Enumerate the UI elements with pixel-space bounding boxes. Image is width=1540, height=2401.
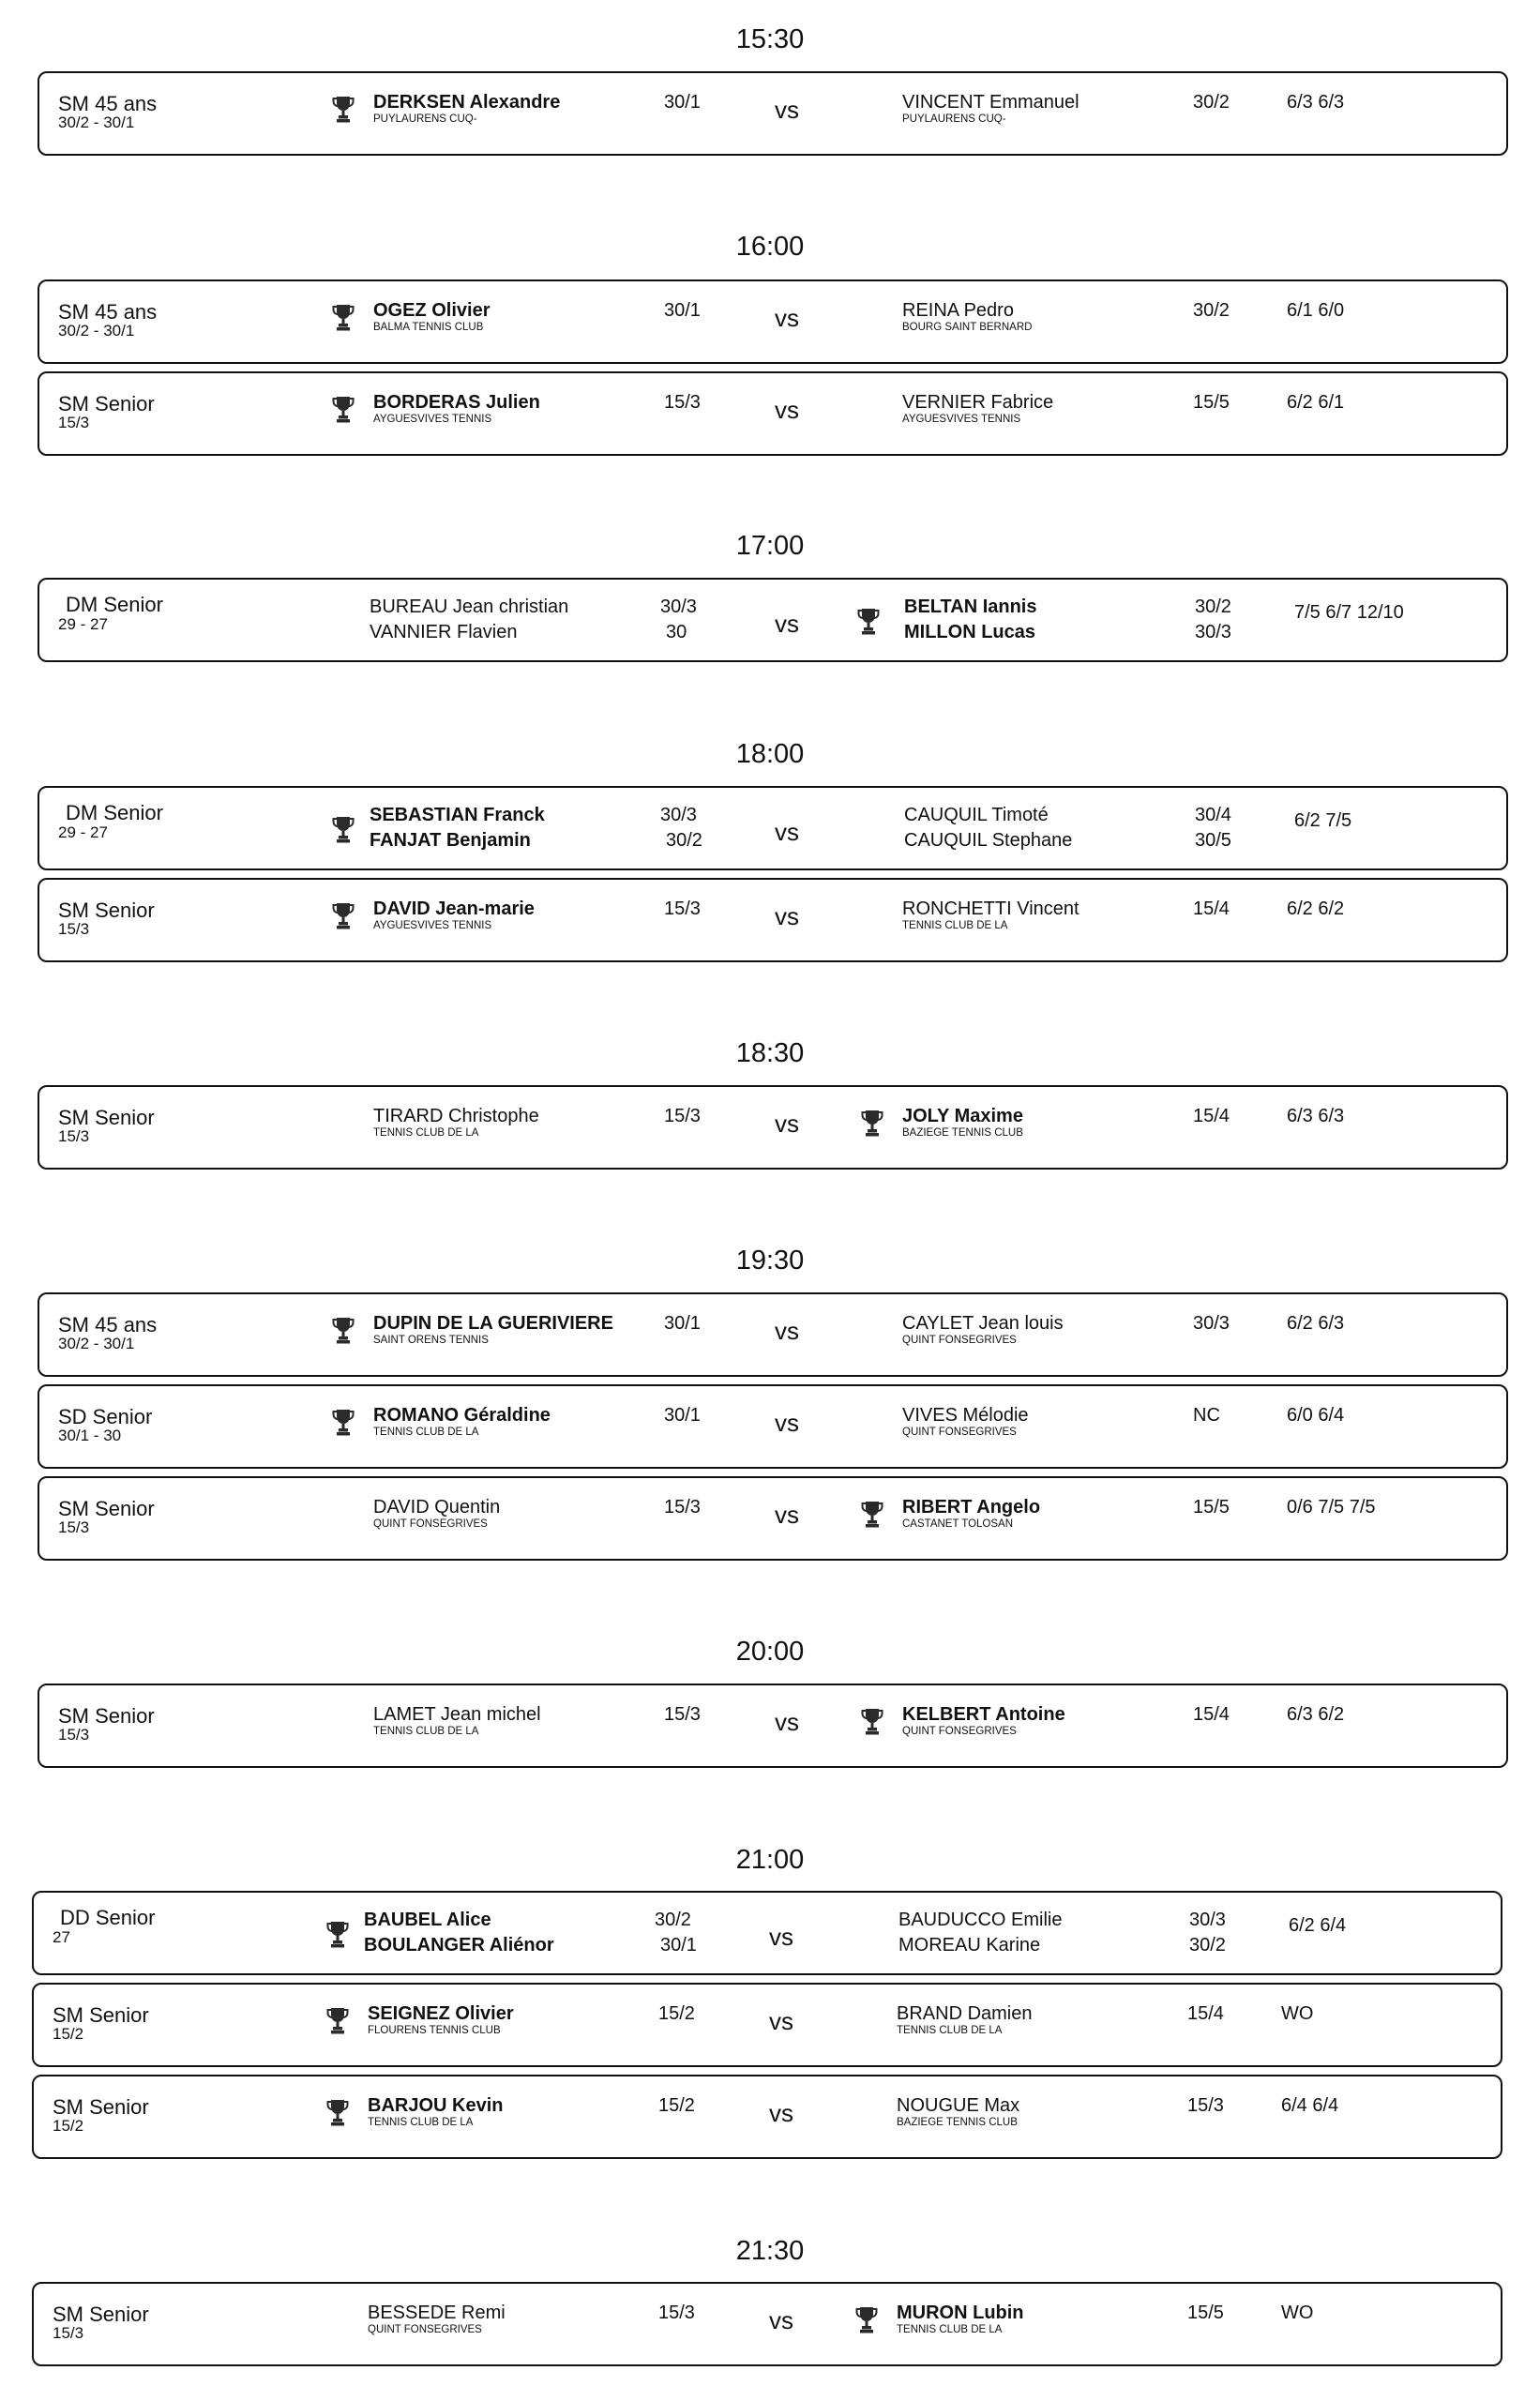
category-ranking: 30/1 - 30 [58,1427,122,1444]
category-ranking: 15/2 [53,2025,84,2043]
time-slot-heading: 17:00 [735,531,805,561]
match-score: 6/2 6/3 [1287,1313,1345,1334]
match-score: 6/2 7/5 [1294,810,1352,831]
player2-club: BOURG SAINT BERNARD [902,322,1033,333]
match-score: WO [1281,2003,1314,2024]
match-score: 6/3 6/3 [1287,1106,1345,1126]
player1-club: TENNIS CLUB DE LA [368,2117,474,2128]
player1-ranking: 30/1 [664,300,701,321]
singles-match-card [32,1983,1502,2067]
match-category: SM Senior [58,1497,155,1520]
player2-ranking: 15/4 [1187,2003,1224,2024]
time-slot-heading: 18:30 [735,1038,805,1068]
player1-club: TENNIS CLUB DE LA [373,1427,479,1438]
versus-label: vs [775,396,799,424]
trophy-icon [855,2304,878,2334]
team2-player-b-ranking: 30/5 [1195,830,1231,851]
trophy-icon [332,394,355,424]
match-category: SM 45 ans [58,300,158,324]
singles-match-card [38,71,1508,156]
team2-player-a: BAUDUCCO Emilie [898,1910,1063,1930]
player2-club: CASTANET TOLOSAN [902,1518,1014,1530]
doubles-match-card [32,1891,1502,1975]
player2-name: CAYLET Jean louis [902,1313,1064,1334]
doubles-match-card [38,786,1508,870]
trophy-icon [861,1108,883,1138]
team1-player-b-ranking: 30 [666,622,687,642]
player1-ranking: 15/3 [664,1704,701,1725]
player1-name: DUPIN DE LA GUERIVIERE [373,1313,613,1334]
match-category: SM 45 ans [58,92,158,115]
player2-club: AYGUESVIVES TENNIS [902,414,1021,425]
team2-player-b: MILLON Lucas [904,622,1036,642]
team2-player-a: CAUQUIL Timoté [904,805,1049,825]
player1-ranking: 15/2 [658,2095,695,2116]
player2-ranking: 15/5 [1187,2303,1224,2323]
match-score: 6/3 6/2 [1287,1704,1345,1725]
time-slot-heading: 18:00 [735,739,805,769]
player2-name: BRAND Damien [897,2003,1033,2024]
player2-name: JOLY Maxime [902,1106,1023,1126]
player1-name: BARJOU Kevin [368,2095,504,2116]
player1-club: PUYLAURENS CUQ- [373,113,477,125]
category-ranking: 15/3 [58,1518,90,1536]
team2-player-a-ranking: 30/4 [1195,805,1231,825]
match-score: 6/2 6/1 [1287,392,1345,413]
singles-match-card [38,1292,1508,1377]
player1-club: QUINT FONSEGRIVES [368,2324,482,2335]
player1-ranking: 30/1 [664,1313,701,1334]
team1-player-a-ranking: 30/3 [660,596,697,617]
player1-name: BESSEDE Remi [368,2303,506,2323]
match-category: SM 45 ans [58,1313,158,1336]
match-score: 6/2 6/4 [1289,1915,1347,1936]
player1-name: LAMET Jean michel [373,1704,541,1725]
player2-club: QUINT FONSEGRIVES [902,1726,1017,1737]
versus-label: vs [775,1708,799,1736]
match-category: DM Senior [66,593,163,616]
category-ranking: 15/3 [58,414,90,431]
singles-match-card [38,878,1508,962]
team1-player-b: BOULANGER Aliénor [364,1935,554,1956]
player2-club: TENNIS CLUB DE LA [897,2025,1003,2036]
player2-name: VINCENT Emmanuel [902,92,1080,113]
category-ranking: 15/3 [53,2324,84,2342]
player1-ranking: 30/1 [664,92,701,113]
player1-name: DAVID Jean-marie [373,898,535,919]
team1-player-a-ranking: 30/3 [660,805,697,825]
trophy-icon [861,1499,883,1529]
match-score: 6/3 6/3 [1287,92,1345,113]
player1-name: DERKSEN Alexandre [373,92,561,113]
category-ranking: 30/2 - 30/1 [58,113,135,131]
player2-club: QUINT FONSEGRIVES [902,1335,1017,1346]
category-ranking: 30/2 - 30/1 [58,1335,135,1352]
player2-name: VIVES Mélodie [902,1405,1029,1426]
time-slot-heading: 20:00 [735,1637,805,1667]
match-score: 6/2 6/2 [1287,898,1345,919]
category-ranking: 29 - 27 [58,615,108,633]
match-score: 6/0 6/4 [1287,1405,1345,1426]
match-score: 6/4 6/4 [1281,2095,1339,2116]
time-slot-heading: 15:30 [735,24,805,54]
versus-label: vs [769,1923,793,1951]
versus-label: vs [769,2007,793,2035]
player1-club: FLOURENS TENNIS CLUB [368,2025,501,2036]
trophy-icon [326,1919,349,1949]
player1-name: BORDERAS Julien [373,392,540,413]
versus-label: vs [775,1501,799,1529]
singles-match-card [32,2282,1502,2366]
category-ranking: 27 [53,1928,70,1946]
team2-player-b: MOREAU Karine [898,1935,1041,1956]
player1-club: SAINT ORENS TENNIS [373,1335,489,1346]
player2-ranking: 30/2 [1193,300,1230,321]
versus-label: vs [769,2099,793,2127]
player2-name: VERNIER Fabrice [902,392,1054,413]
player2-ranking: 30/2 [1193,92,1230,113]
player1-ranking: 15/3 [664,392,701,413]
match-category: DM Senior [66,801,163,824]
singles-match-card [38,1684,1508,1768]
player2-name: RIBERT Angelo [902,1497,1041,1518]
versus-label: vs [775,610,799,638]
team1-player-a: BAUBEL Alice [364,1910,491,1930]
category-ranking: 29 - 27 [58,823,108,841]
singles-match-card [38,279,1508,364]
player2-club: PUYLAURENS CUQ- [902,113,1006,125]
player2-ranking: 15/4 [1193,1106,1230,1126]
team2-player-a-ranking: 30/2 [1195,596,1231,617]
match-category: SM Senior [53,2003,149,2027]
match-category: SM Senior [53,2095,149,2119]
player2-club: BAZIEGE TENNIS CLUB [902,1127,1023,1139]
versus-label: vs [775,1110,799,1138]
versus-label: vs [775,1317,799,1345]
category-ranking: 15/3 [58,1726,90,1744]
player1-name: ROMANO Géraldine [373,1405,551,1426]
player1-name: DAVID Quentin [373,1497,501,1518]
team2-player-b-ranking: 30/2 [1189,1935,1226,1956]
match-score: WO [1281,2303,1314,2323]
player1-ranking: 15/2 [658,2003,695,2024]
player2-club: TENNIS CLUB DE LA [897,2324,1003,2335]
singles-match-card [38,1476,1508,1561]
match-category: SM Senior [58,1106,155,1129]
match-category: DD Senior [60,1906,156,1929]
player2-ranking: 15/5 [1193,392,1230,413]
player1-club: AYGUESVIVES TENNIS [373,920,492,931]
trophy-icon [332,900,355,930]
player1-club: TENNIS CLUB DE LA [373,1726,479,1737]
player1-ranking: 15/3 [664,898,701,919]
team2-player-b-ranking: 30/3 [1195,622,1231,642]
trophy-icon [332,1315,355,1345]
doubles-match-card [38,578,1508,662]
versus-label: vs [775,902,799,930]
team1-player-a: SEBASTIAN Franck [370,805,545,825]
team1-player-b-ranking: 30/2 [666,830,702,851]
player2-club: QUINT FONSEGRIVES [902,1427,1017,1438]
player1-club: AYGUESVIVES TENNIS [373,414,492,425]
player2-name: MURON Lubin [897,2303,1024,2323]
versus-label: vs [775,1409,799,1437]
match-category: SM Senior [58,392,155,415]
versus-label: vs [775,304,799,332]
match-category: SM Senior [58,1704,155,1728]
match-score: 0/6 7/5 7/5 [1287,1497,1376,1518]
match-category: SM Senior [53,2303,149,2326]
match-score: 7/5 6/7 12/10 [1294,602,1404,623]
trophy-icon [326,2097,349,2127]
team1-player-a: BUREAU Jean christian [370,596,569,617]
trophy-icon [861,1706,883,1736]
time-slot-heading: 16:00 [735,232,805,262]
trophy-icon [326,2005,349,2035]
trophy-icon [332,814,355,844]
player1-club: BALMA TENNIS CLUB [373,322,484,333]
player1-club: TENNIS CLUB DE LA [373,1127,479,1139]
player1-ranking: 15/3 [664,1106,701,1126]
trophy-icon [332,94,355,124]
match-category: SM Senior [58,898,155,922]
player2-ranking: 15/5 [1193,1497,1230,1518]
player2-ranking: 15/4 [1193,1704,1230,1725]
player1-name: SEIGNEZ Olivier [368,2003,514,2024]
trophy-icon [332,302,355,332]
team2-player-a: BELTAN Iannis [904,596,1037,617]
singles-match-card [38,371,1508,456]
trophy-icon [857,606,880,636]
team1-player-b: FANJAT Benjamin [370,830,531,851]
player1-name: TIRARD Christophe [373,1106,539,1126]
player2-ranking: 15/3 [1187,2095,1224,2116]
versus-label: vs [775,96,799,124]
player2-name: REINA Pedro [902,300,1014,321]
time-slot-heading: 21:30 [735,2236,805,2266]
player2-name: KELBERT Antoine [902,1704,1065,1725]
team2-player-b: CAUQUIL Stephane [904,830,1073,851]
player2-ranking: NC [1193,1405,1220,1426]
player2-name: RONCHETTI Vincent [902,898,1080,919]
category-ranking: 15/3 [58,1127,90,1145]
player1-club: QUINT FONSEGRIVES [373,1518,488,1530]
player1-name: OGEZ Olivier [373,300,491,321]
singles-match-card [32,2075,1502,2159]
singles-match-card [38,1085,1508,1170]
match-category: SD Senior [58,1405,153,1428]
team1-player-b-ranking: 30/1 [660,1935,697,1956]
player2-ranking: 30/3 [1193,1313,1230,1334]
time-slot-heading: 19:30 [735,1246,805,1276]
match-score: 6/1 6/0 [1287,300,1345,321]
category-ranking: 30/2 - 30/1 [58,322,135,340]
trophy-icon [332,1407,355,1437]
time-slot-heading: 21:00 [735,1845,805,1875]
team1-player-a-ranking: 30/2 [655,1910,691,1930]
player2-club: BAZIEGE TENNIS CLUB [897,2117,1018,2128]
versus-label: vs [775,818,799,846]
player1-ranking: 15/3 [658,2303,695,2323]
category-ranking: 15/3 [58,920,90,938]
team1-player-b: VANNIER Flavien [370,622,518,642]
player2-name: NOUGUE Max [897,2095,1020,2116]
singles-match-card [38,1384,1508,1469]
player2-club: TENNIS CLUB DE LA [902,920,1008,931]
team2-player-a-ranking: 30/3 [1189,1910,1226,1930]
category-ranking: 15/2 [53,2117,84,2135]
player1-ranking: 30/1 [664,1405,701,1426]
player2-ranking: 15/4 [1193,898,1230,919]
player1-ranking: 15/3 [664,1497,701,1518]
versus-label: vs [769,2306,793,2334]
